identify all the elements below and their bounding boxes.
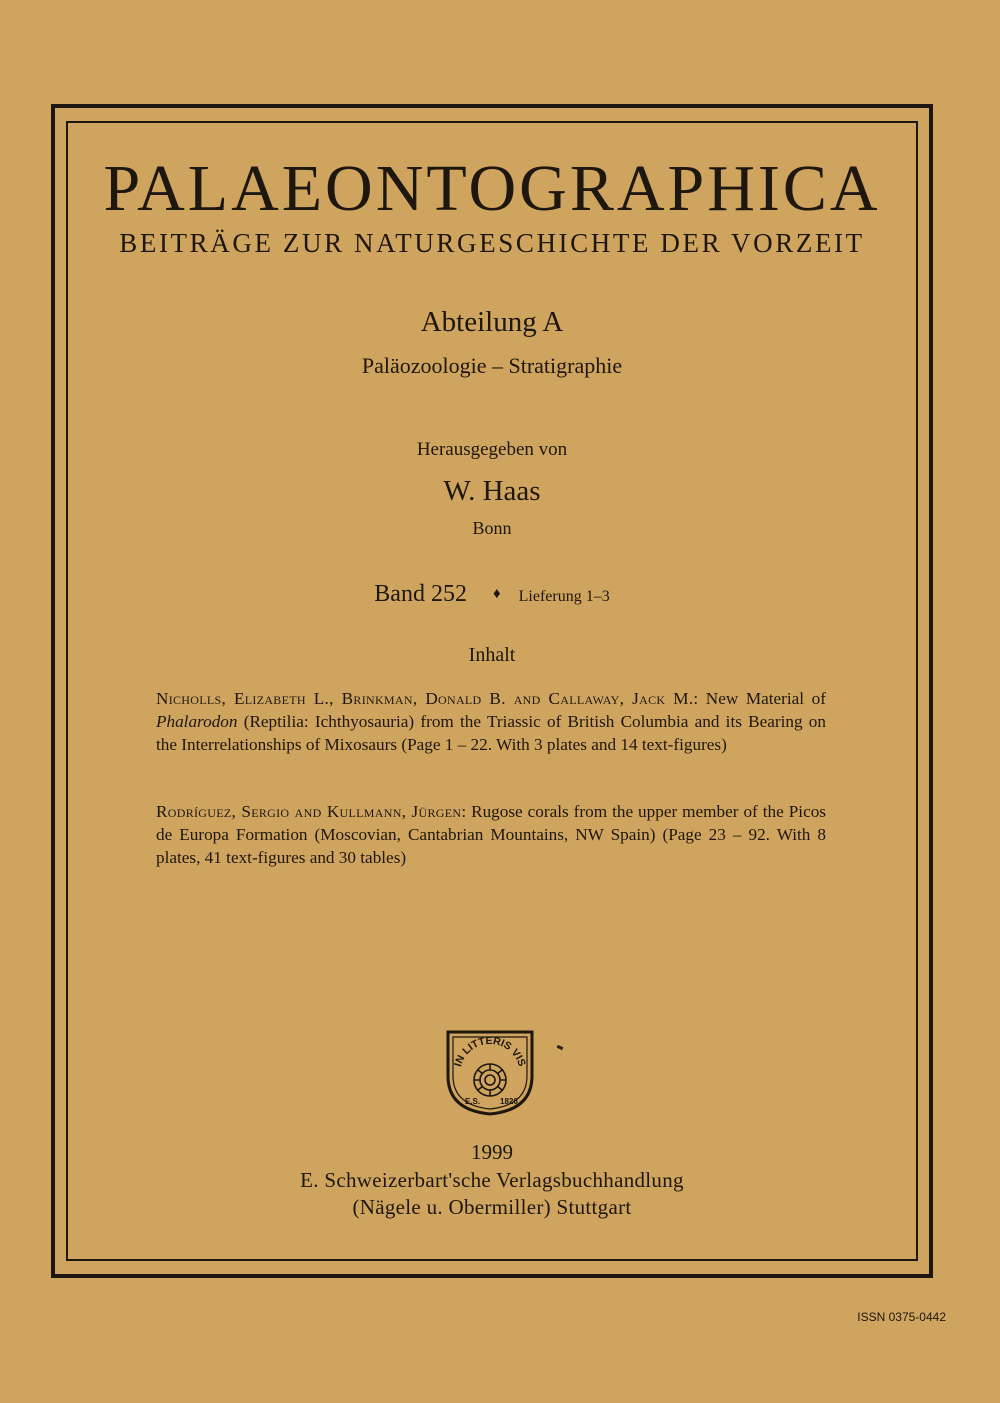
volume-band: Band 252 [374,581,467,607]
publisher-seal-emblem [440,1024,540,1118]
seal-motto: IN LITTERIS VIS [452,1034,528,1069]
section-name: Abteilung A [420,306,564,338]
contents-entry [156,687,826,756]
entry-title-italic: Phalarodon [156,712,238,731]
imprint-year: 1999 [471,1140,513,1164]
volume-line [66,582,918,606]
entry-title: : Rugose corals from the upper member of the Picos de Europa Formation (Moscovian, Cantabrian Mountains, NW Spain) (Page 23 – 92. With 8 plates, 41 text-figures and 30 tables) [156,802,826,867]
journal-subtitle: BEITRÄGE ZUR NATURGESCHICHTE DER VORZEIT [119,228,865,258]
publisher-location: (Nägele u. Obermiller) Stuttgart [352,1195,632,1219]
contents-heading: Inhalt [468,644,516,666]
editor-label: Herausgegeben von [416,439,568,460]
seal-year: 1826 [500,1097,518,1106]
editor-city: Bonn [472,518,512,538]
entry-authors: Nicholls, Elizabeth L., Brinkman, Donald B. and Callaway, Jack M. [156,689,694,708]
ammonite-icon [474,1064,506,1096]
issn-number: ISSN 0375-0442 [857,1310,946,1324]
editor-name: W. Haas [443,475,541,507]
entry-title-part: : New Material of [693,689,826,708]
seal-initials: E.S. [465,1097,481,1106]
journal-title: PALAEONTOGRAPHICA [103,152,881,225]
contents-entry [156,800,826,869]
entry-title-part: (Reptilia: Ichthyosauria) from the Triassic of British Columbia and its Bearing on the Interrelationships of Mixosaurs (Page 1 – 22. With 3 plates and 14 text-figures) [156,712,826,754]
section-subject: Paläozoologie – Stratigraphie [361,353,623,378]
diamond-icon: ♦ [492,586,501,602]
volume-issue: Lieferung 1–3 [518,588,610,605]
publisher-name: E. Schweizerbart'sche Verlagsbuchhandlung [300,1168,684,1192]
entry-authors: Rodríguez, Sergio and Kullmann, Jürgen [156,802,462,821]
